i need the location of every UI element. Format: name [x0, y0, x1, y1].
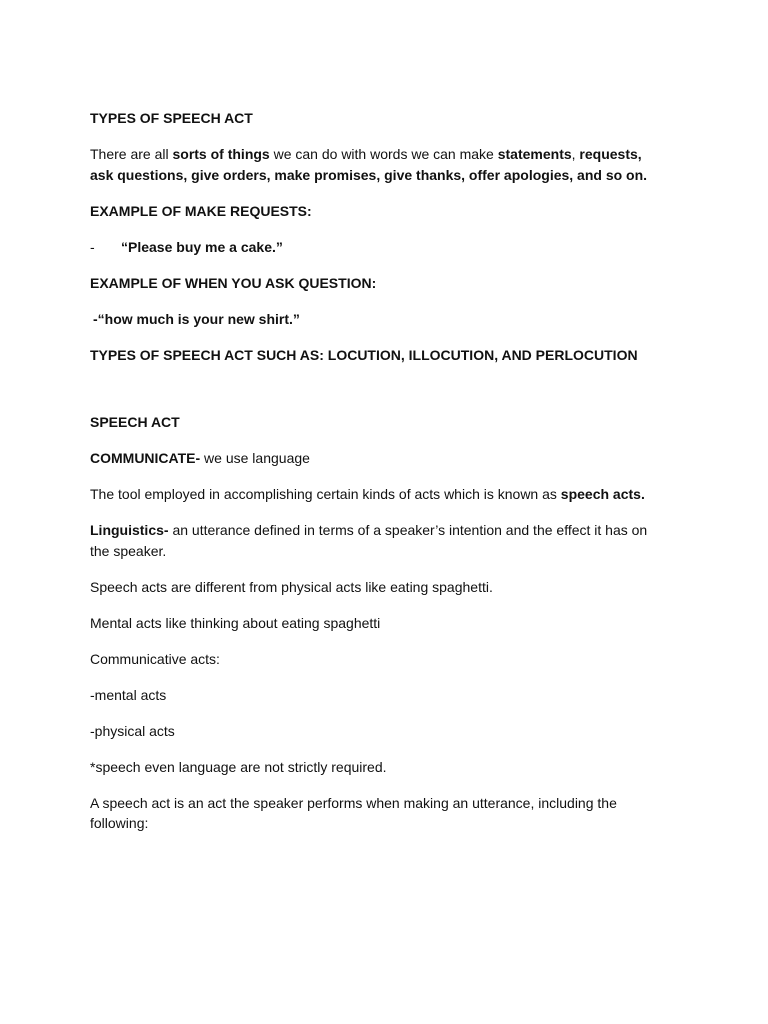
intro-bold-1: sorts of things — [172, 146, 270, 162]
communicate-text: we use language — [200, 450, 310, 466]
definition-paragraph: A speech act is an act the speaker performs when making an utterance, including the following: — [90, 794, 617, 831]
communicate-term: COMMUNICATE- — [90, 450, 201, 466]
request-example: “Please buy me a cake.” — [121, 238, 283, 255]
intro-paragraph — [90, 144, 668, 185]
list-item-physical-acts: -physical acts — [90, 722, 175, 739]
list-item-mental-acts: -mental acts — [90, 686, 167, 703]
linguistics-paragraph — [90, 520, 668, 561]
heading-types-of-speech-act: TYPES OF SPEECH ACT — [90, 110, 253, 126]
tool-paragraph — [90, 484, 668, 505]
communicate-paragraph — [90, 448, 668, 469]
heading-example-requests: EXAMPLE OF MAKE REQUESTS: — [90, 202, 312, 219]
linguistics-term: Linguistics- — [90, 522, 169, 538]
heading-types-such-as: TYPES OF SPEECH ACT SUCH AS: LOCUTION, ILLOCUTION, AND PERLOCUTION — [90, 346, 638, 363]
physical-acts-paragraph: Speech acts are different from physical acts like eating spaghetti. — [90, 578, 493, 595]
question-example-line — [90, 309, 668, 330]
heading-example-question: EXAMPLE OF WHEN YOU ASK QUESTION: — [90, 274, 377, 291]
question-example: -“how much is your new shirt.” — [93, 310, 300, 327]
tool-text: The tool employed in accomplishing certain kinds of acts which is known as — [90, 486, 561, 502]
request-dash: - — [90, 238, 95, 255]
linguistics-text: an utterance defined in terms of a speaker’s intention and the effect it has on the speaker. — [90, 522, 648, 559]
intro-text-3: , — [571, 146, 580, 162]
intro-text-2: we can do with words we can make — [269, 146, 498, 162]
tool-term: speech acts. — [560, 486, 645, 502]
note-paragraph: *speech even language are not strictly required. — [90, 758, 387, 775]
heading-speech-act: SPEECH ACT — [90, 414, 180, 430]
request-example-line — [90, 237, 668, 258]
mental-acts-paragraph: Mental acts like thinking about eating spaghetti — [90, 614, 381, 631]
intro-bold-3: requests, ask questions, give orders, make promises, give thanks, offer apologies, and so on. — [90, 146, 648, 183]
intro-bold-2: statements — [497, 146, 572, 162]
communicative-acts-paragraph: Communicative acts: — [90, 650, 220, 667]
intro-text-1: There are all — [90, 146, 173, 162]
